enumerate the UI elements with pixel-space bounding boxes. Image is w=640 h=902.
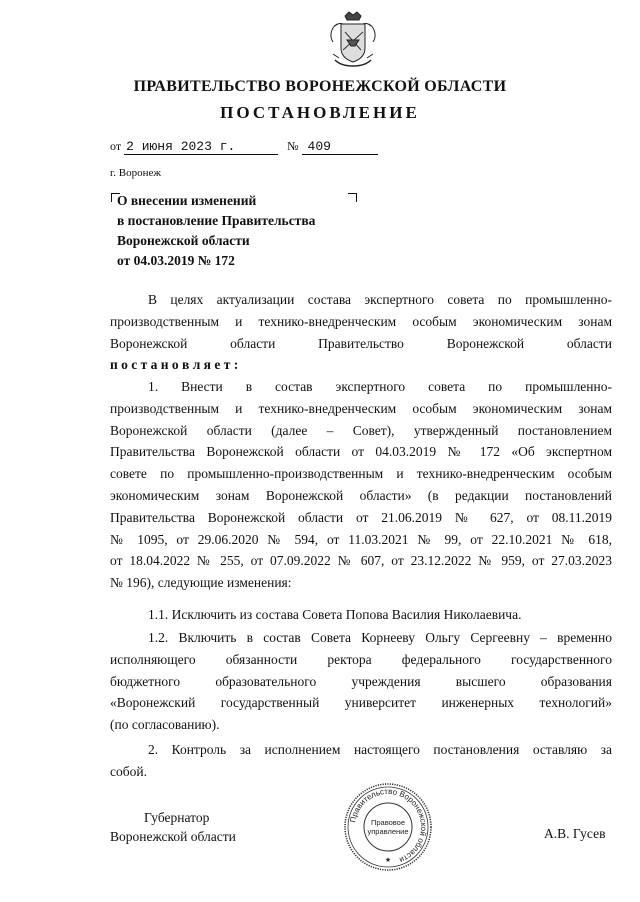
text-line: собой. <box>110 763 147 779</box>
item-1-2-paragraph <box>110 627 612 736</box>
subject-line: от 04.03.2019 № 172 <box>117 253 235 268</box>
item-1-1-paragraph <box>110 604 612 626</box>
text-line: Воронежской области Правительство Воронежской области <box>110 335 612 351</box>
signatory-title <box>110 808 236 846</box>
signatory-name: А.В. Гусев <box>544 826 606 841</box>
subject-line: О внесении изменений <box>117 193 257 208</box>
stamp-center-line-1: Правовое <box>370 818 406 827</box>
decree-word: п о с т а н о в л я е т : <box>110 357 239 373</box>
subject-bracket-right <box>348 193 357 202</box>
document-subject <box>117 191 315 271</box>
text-line: Воронежской области (далее – Совет), утвержденный постановлением <box>110 422 612 438</box>
number-label: № <box>287 139 299 153</box>
government-title: ПРАВИТЕЛЬСТВО ВОРОНЕЖСКОЙ ОБЛАСТИ <box>133 78 507 95</box>
text-line: производственным и технико-внедренческим особым экономическим зонам <box>110 400 612 416</box>
text-line: от 18.04.2022 № 255, от 07.09.2022 № 607, от 23.12.2022 № 959, от 27.03.2023 <box>110 553 612 569</box>
document-number: 409 <box>302 139 378 155</box>
coat-of-arms-emblem <box>325 10 381 72</box>
text-line: 2. Контроль за исполнением настоящего постановления оставляю за <box>148 742 612 757</box>
item-1-paragraph <box>110 376 612 594</box>
city-label: г. Воронеж <box>110 167 161 179</box>
text-line: исполняющего обязанности ректора федерального государственного <box>110 651 612 667</box>
text-line: «Воронежский государственный университет инженерных технологий» <box>110 695 612 711</box>
stamp-center-line-2: управление <box>367 827 409 836</box>
subject-line: в постановление Правительства <box>117 213 316 228</box>
text-line: № 1095, от 29.06.2020 № 594, от 11.03.2021 № 99, от 22.10.2021 № 618, <box>110 531 612 547</box>
date-number-line <box>110 139 378 155</box>
text-line: 1.1. Исключить из состава Совета Попова Василия Николаевича. <box>148 607 522 622</box>
document-date: 2 июня 2023 г. <box>124 139 278 155</box>
item-2-paragraph <box>110 739 612 783</box>
text-line: (по согласованию). <box>110 717 220 733</box>
official-stamp <box>343 782 433 872</box>
text-line: производственным и технико-внедренческим особым экономическим зонам <box>110 313 612 329</box>
stamp-ring-text: Правительство Воронежской области <box>348 786 429 865</box>
subject-line: Воронежской области <box>117 233 250 248</box>
text-line: Правительства Воронежской области от 21.06.2019 № 627, от 08.11.2019 <box>110 509 612 525</box>
intro-paragraph <box>110 289 612 376</box>
text-line: Правительства Воронежской области от 04.03.2019 № 172 «Об экспертном <box>110 444 612 460</box>
date-label: от <box>110 139 122 153</box>
text-line: экономическим зонам Воронежской области» (в редакции постановлений <box>110 487 612 503</box>
text-line: бюджетного образовательного учреждения высшего образования <box>110 673 612 689</box>
text-line: № 196), следующие изменения: <box>110 575 292 591</box>
signatory-region: Воронежской области <box>110 829 236 844</box>
stamp-star-icon: ★ <box>384 857 392 864</box>
text-line: В целях актуализации состава экспертного совета по промышленно- <box>148 292 612 307</box>
text-line: совете по промышленно-производственным и технико-внедренческим особым <box>110 466 612 482</box>
text-line: 1.2. Включить в состав Совета Корнееву Ольгу Сергеевну – временно <box>148 630 612 645</box>
text-line: 1. Внести в состав экспертного совета по промышленно- <box>148 379 612 394</box>
signatory-position: Губернатор <box>144 810 210 825</box>
document-type-title: ПОСТАНОВЛЕНИЕ <box>220 103 420 122</box>
